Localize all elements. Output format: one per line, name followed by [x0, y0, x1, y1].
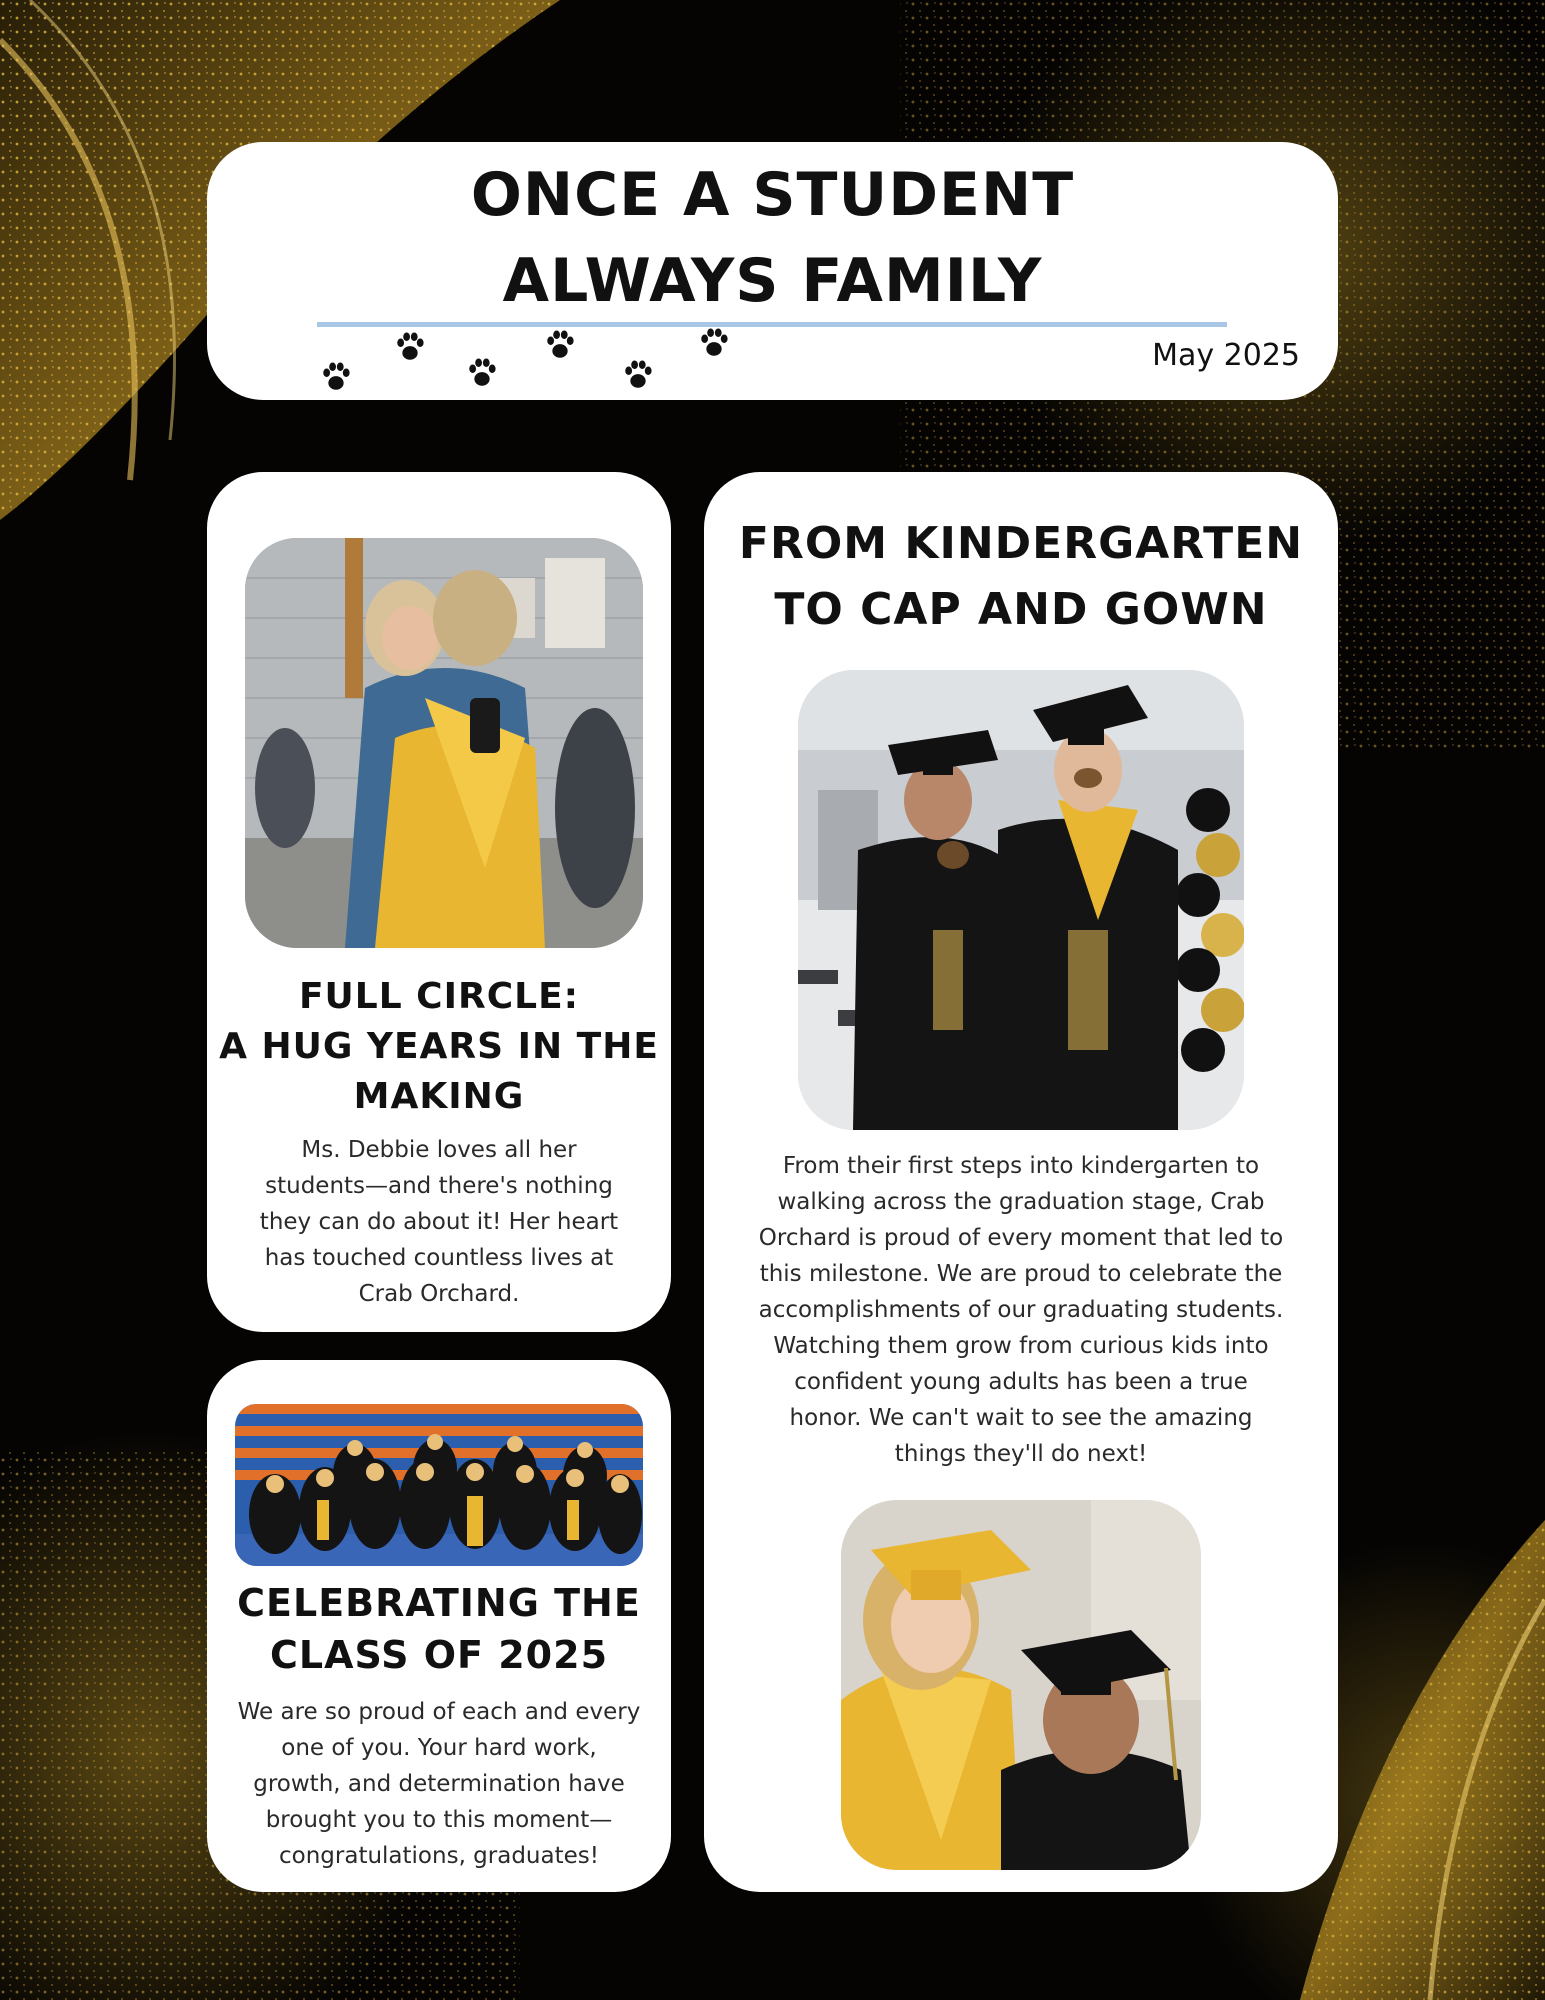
paw-print-icon — [621, 358, 655, 392]
newsletter-title-line2: ALWAYS FAMILY — [502, 246, 1043, 316]
graduate-siblings-photo — [841, 1500, 1201, 1870]
full-circle-title-line2: A HUG YEARS IN THE — [219, 1026, 659, 1067]
two-graduates-photo — [798, 670, 1244, 1130]
paw-print-icon — [393, 330, 427, 364]
class-2025-title-line2: CLASS OF 2025 — [269, 1633, 609, 1677]
header-divider — [317, 322, 1227, 327]
class-group-photo — [235, 1404, 643, 1566]
full-circle-body: Ms. Debbie loves all her students—and there's nothing they can do about it! Her heart has touched countless lives at Crab Orchard. — [259, 1137, 619, 1307]
class-2025-card — [207, 1360, 671, 1892]
full-circle-title-line1: FULL CIRCLE: — [298, 976, 580, 1017]
paw-print-icon — [319, 360, 353, 394]
kindergarten-card — [704, 472, 1338, 1892]
full-circle-title-line3: MAKING — [353, 1076, 525, 1117]
class-2025-body: We are so proud of each and every one of you. Your hard work, growth, and determination have brought you to this moment—congratulations, graduates! — [237, 1699, 641, 1869]
newsletter-title-line1: ONCE A STUDENT — [470, 160, 1075, 230]
kindergarten-title-line1: FROM KINDERGARTEN — [738, 518, 1304, 569]
paw-print-icon — [697, 326, 731, 360]
header-card — [207, 142, 1338, 400]
full-circle-card — [207, 472, 671, 1332]
paw-print-icon — [543, 328, 577, 362]
hug-photo — [245, 538, 643, 948]
paw-print-icon — [465, 356, 499, 390]
newsletter-date: May 2025 — [1152, 338, 1300, 373]
kindergarten-body: From their first steps into kindergarten to walking across the graduation stage, Crab Orchard is proud of every moment that led to this milestone. We are proud to celebrate the accomplishments of our graduating students. Watching them grow from curious kids into confident young adults has been a true honor. We can't wait to see the amazing things they'll do next! — [758, 1153, 1284, 1467]
class-2025-title-line1: CELEBRATING THE — [237, 1581, 641, 1625]
kindergarten-title-line2: TO CAP AND GOWN — [774, 584, 1268, 635]
